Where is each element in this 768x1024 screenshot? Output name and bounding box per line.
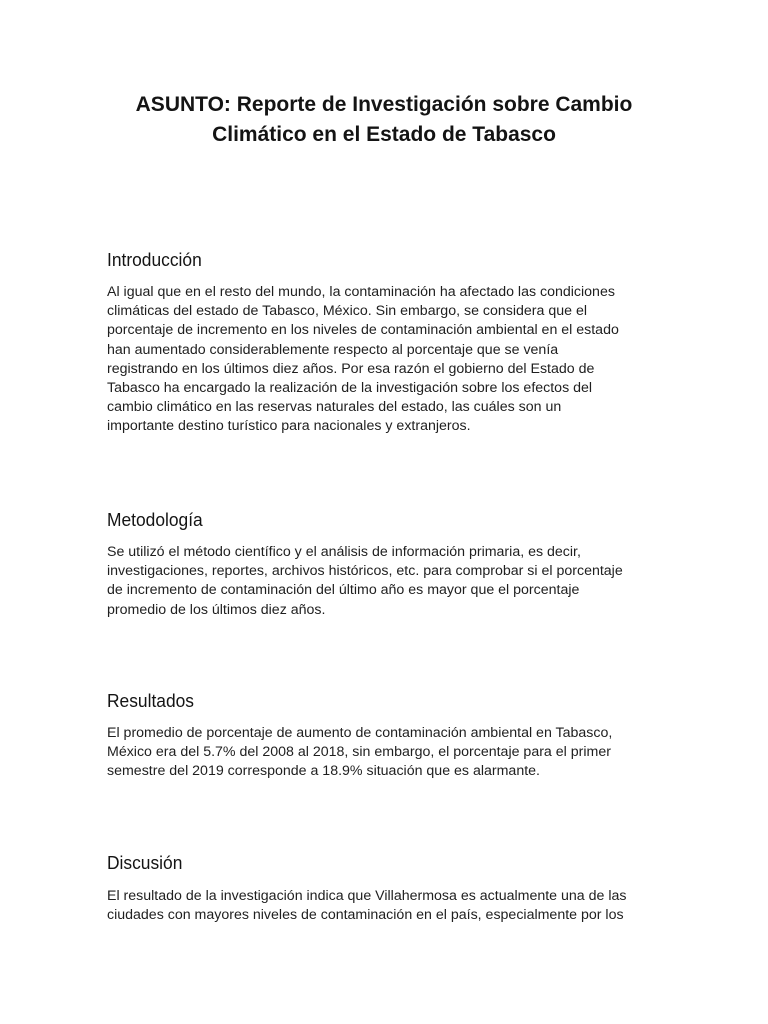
document-title-line: Climático en el Estado de Tabasco <box>212 123 556 146</box>
body-line: han aumentado considerablemente respecto al porcentaje que se venía <box>107 341 559 358</box>
section-body <box>107 283 667 437</box>
body-line: de incremento de contaminación del último año es mayor que el porcentaje <box>107 582 580 599</box>
section-body <box>107 543 667 620</box>
body-line: investigaciones, reportes, archivos históricos, etc. para comprobar si el porcentaje <box>107 563 623 580</box>
body-line: promedio de los últimos diez años. <box>107 601 326 618</box>
body-line: México era del 5.7% del 2008 al 2018, sin embargo, el porcentaje para el primer <box>107 744 611 761</box>
body-line: El resultado de la investigación indica que Villahermosa es actualmente una de las <box>107 888 627 904</box>
section-resultados <box>107 689 667 782</box>
body-line: registrando en los últimos diez años. Por esa razón el gobierno del Estado de <box>107 360 595 377</box>
body-line: importante destino turístico para nacionales y extranjeros. <box>107 418 471 435</box>
body-line: cambio climático en las reservas naturales del estado, las cuáles son un <box>107 399 562 416</box>
document-title <box>60 90 708 150</box>
section-introduccion <box>107 248 667 437</box>
body-line: Se utilizó el método científico y el análisis de información primaria, es decir, <box>107 544 581 560</box>
body-line: porcentaje de incremento en los niveles de contaminación ambiental en el estado <box>107 322 619 339</box>
body-line: semestre del 2019 corresponde a 18.9% situación que es alarmante. <box>107 763 540 780</box>
body-line: ciudades con mayores niveles de contaminación en el país, especialmente por los <box>107 907 624 924</box>
section-heading: Resultados <box>107 690 195 711</box>
body-line: Tabasco ha encargado la realización de la investigación sobre los efectos del <box>107 380 593 397</box>
section-discusion <box>107 851 667 925</box>
body-line: Al igual que en el resto del mundo, la contaminación ha afectado las condiciones <box>107 284 615 300</box>
section-heading: Discusión <box>107 852 183 873</box>
document-title-line: ASUNTO: Reporte de Investigación sobre Cambio <box>135 93 633 116</box>
section-metodologia <box>107 508 667 620</box>
body-line: El promedio de porcentaje de aumento de contaminación ambiental en Tabasco, <box>107 725 613 741</box>
section-heading: Metodología <box>107 509 203 530</box>
section-heading: Introducción <box>107 249 202 270</box>
body-line: climáticas del estado de Tabasco, México. Sin embargo, se considera que el <box>107 303 588 320</box>
section-body <box>107 887 667 925</box>
section-body <box>107 724 667 782</box>
